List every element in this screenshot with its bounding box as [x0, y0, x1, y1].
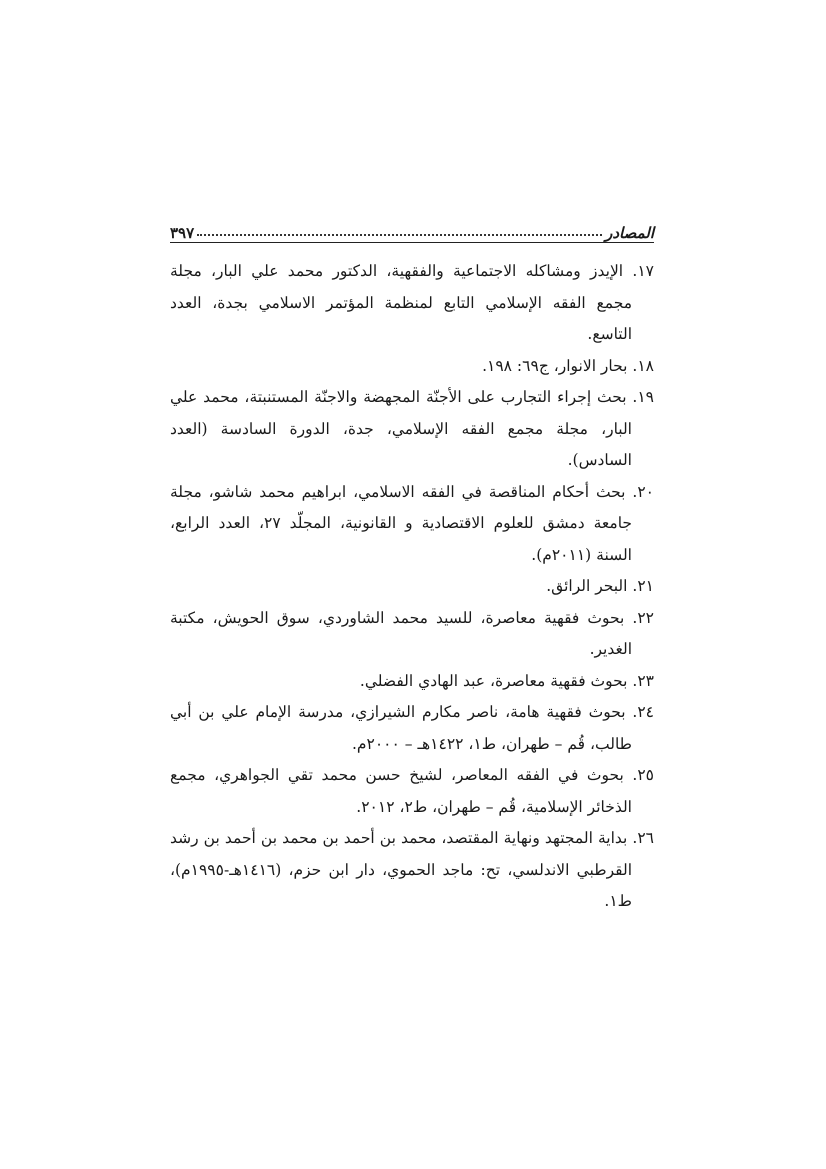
entry-number: ٢٢. — [632, 608, 654, 627]
entry-text: بحوث في الفقه المعاصر، لشيخ حسن محمد تقي الجواهري، مجمع الذخائر الإسلامية، قُم – طهران، ط٢، ٢٠١٢. — [170, 766, 632, 816]
entry-text: بحار الانوار، ج٦٩: ١٩٨. — [482, 356, 628, 375]
entry-text: بحث إجراء التجارب على الأجنّة المجهضة والاجنّة المستنبتة، محمد علي البار، مجلة مجمع الفقه الإسلامي، جدة، الدورة السادسة (العدد السادس). — [170, 388, 632, 469]
bibliography-entry — [170, 571, 654, 603]
entry-text: الإيدز ومشاكله الاجتماعية والفقهية، الدكتور محمد علي البار، مجلة مجمع الفقه الإسلامي التابع لمنظمة المؤتمر الاسلامي بجدة، العدد التاسع. — [170, 262, 632, 343]
bibliography-entry — [170, 823, 654, 918]
entry-number: ٢٦. — [632, 829, 654, 847]
entry-text: بحث أحكام المناقصة في الفقه الاسلامي، ابراهيم محمد شاشو، مجلة جامعة دمشق للعلوم الاقتصادية و القانونية، المجلّد ٢٧، العدد الرابع، السنة (٢٠١١م). — [170, 482, 632, 564]
page-number: ٣٩٧ — [170, 224, 195, 242]
bibliography-entry — [170, 603, 654, 666]
bibliography-entry — [170, 382, 654, 477]
header-leader-dots — [197, 234, 602, 236]
bibliography-entry — [170, 666, 654, 698]
entry-text: بحوث فقهية معاصرة، للسيد محمد الشاوردي، سوق الحويش، مكتبة الغدير. — [170, 608, 632, 658]
entry-number: ١٩. — [632, 388, 654, 406]
entry-number: ١٨. — [632, 356, 654, 375]
entry-text: البحر الرائق. — [546, 577, 628, 595]
entry-number: ٢٥. — [632, 766, 654, 784]
running-header — [170, 216, 654, 243]
bibliography-entry — [170, 697, 654, 760]
entry-number: ٢٠. — [632, 482, 654, 501]
bibliography-entry — [170, 477, 654, 572]
bibliography-list — [170, 256, 654, 918]
entry-number: ٢٣. — [632, 671, 654, 690]
entry-text: بحوث فقهية معاصرة، عبد الهادي الفضلي. — [359, 671, 628, 690]
entry-number: ٢١. — [632, 577, 654, 595]
entry-number: ٢٤. — [632, 703, 654, 721]
header-title: المصادر — [605, 224, 654, 242]
entry-text: بحوث فقهية هامة، ناصر مكارم الشيرازي، مدرسة الإمام علي بن أبي طالب، قُم – طهران، ط١، ١٤٢٢هـ – ٢٠٠٠م. — [170, 703, 632, 753]
bibliography-entry — [170, 256, 654, 351]
bibliography-entry — [170, 351, 654, 383]
entry-text: بداية المجتهد ونهاية المقتصد، محمد بن أحمد بن محمد بن أحمد بن رشد القرطبي الاندلسي، تح: ماجد الحموي، دار ابن حزم، (١٤١٦هـ-١٩٩٥م)، ط١. — [170, 829, 632, 910]
bibliography-entry — [170, 760, 654, 823]
entry-number: ١٧. — [632, 262, 654, 280]
